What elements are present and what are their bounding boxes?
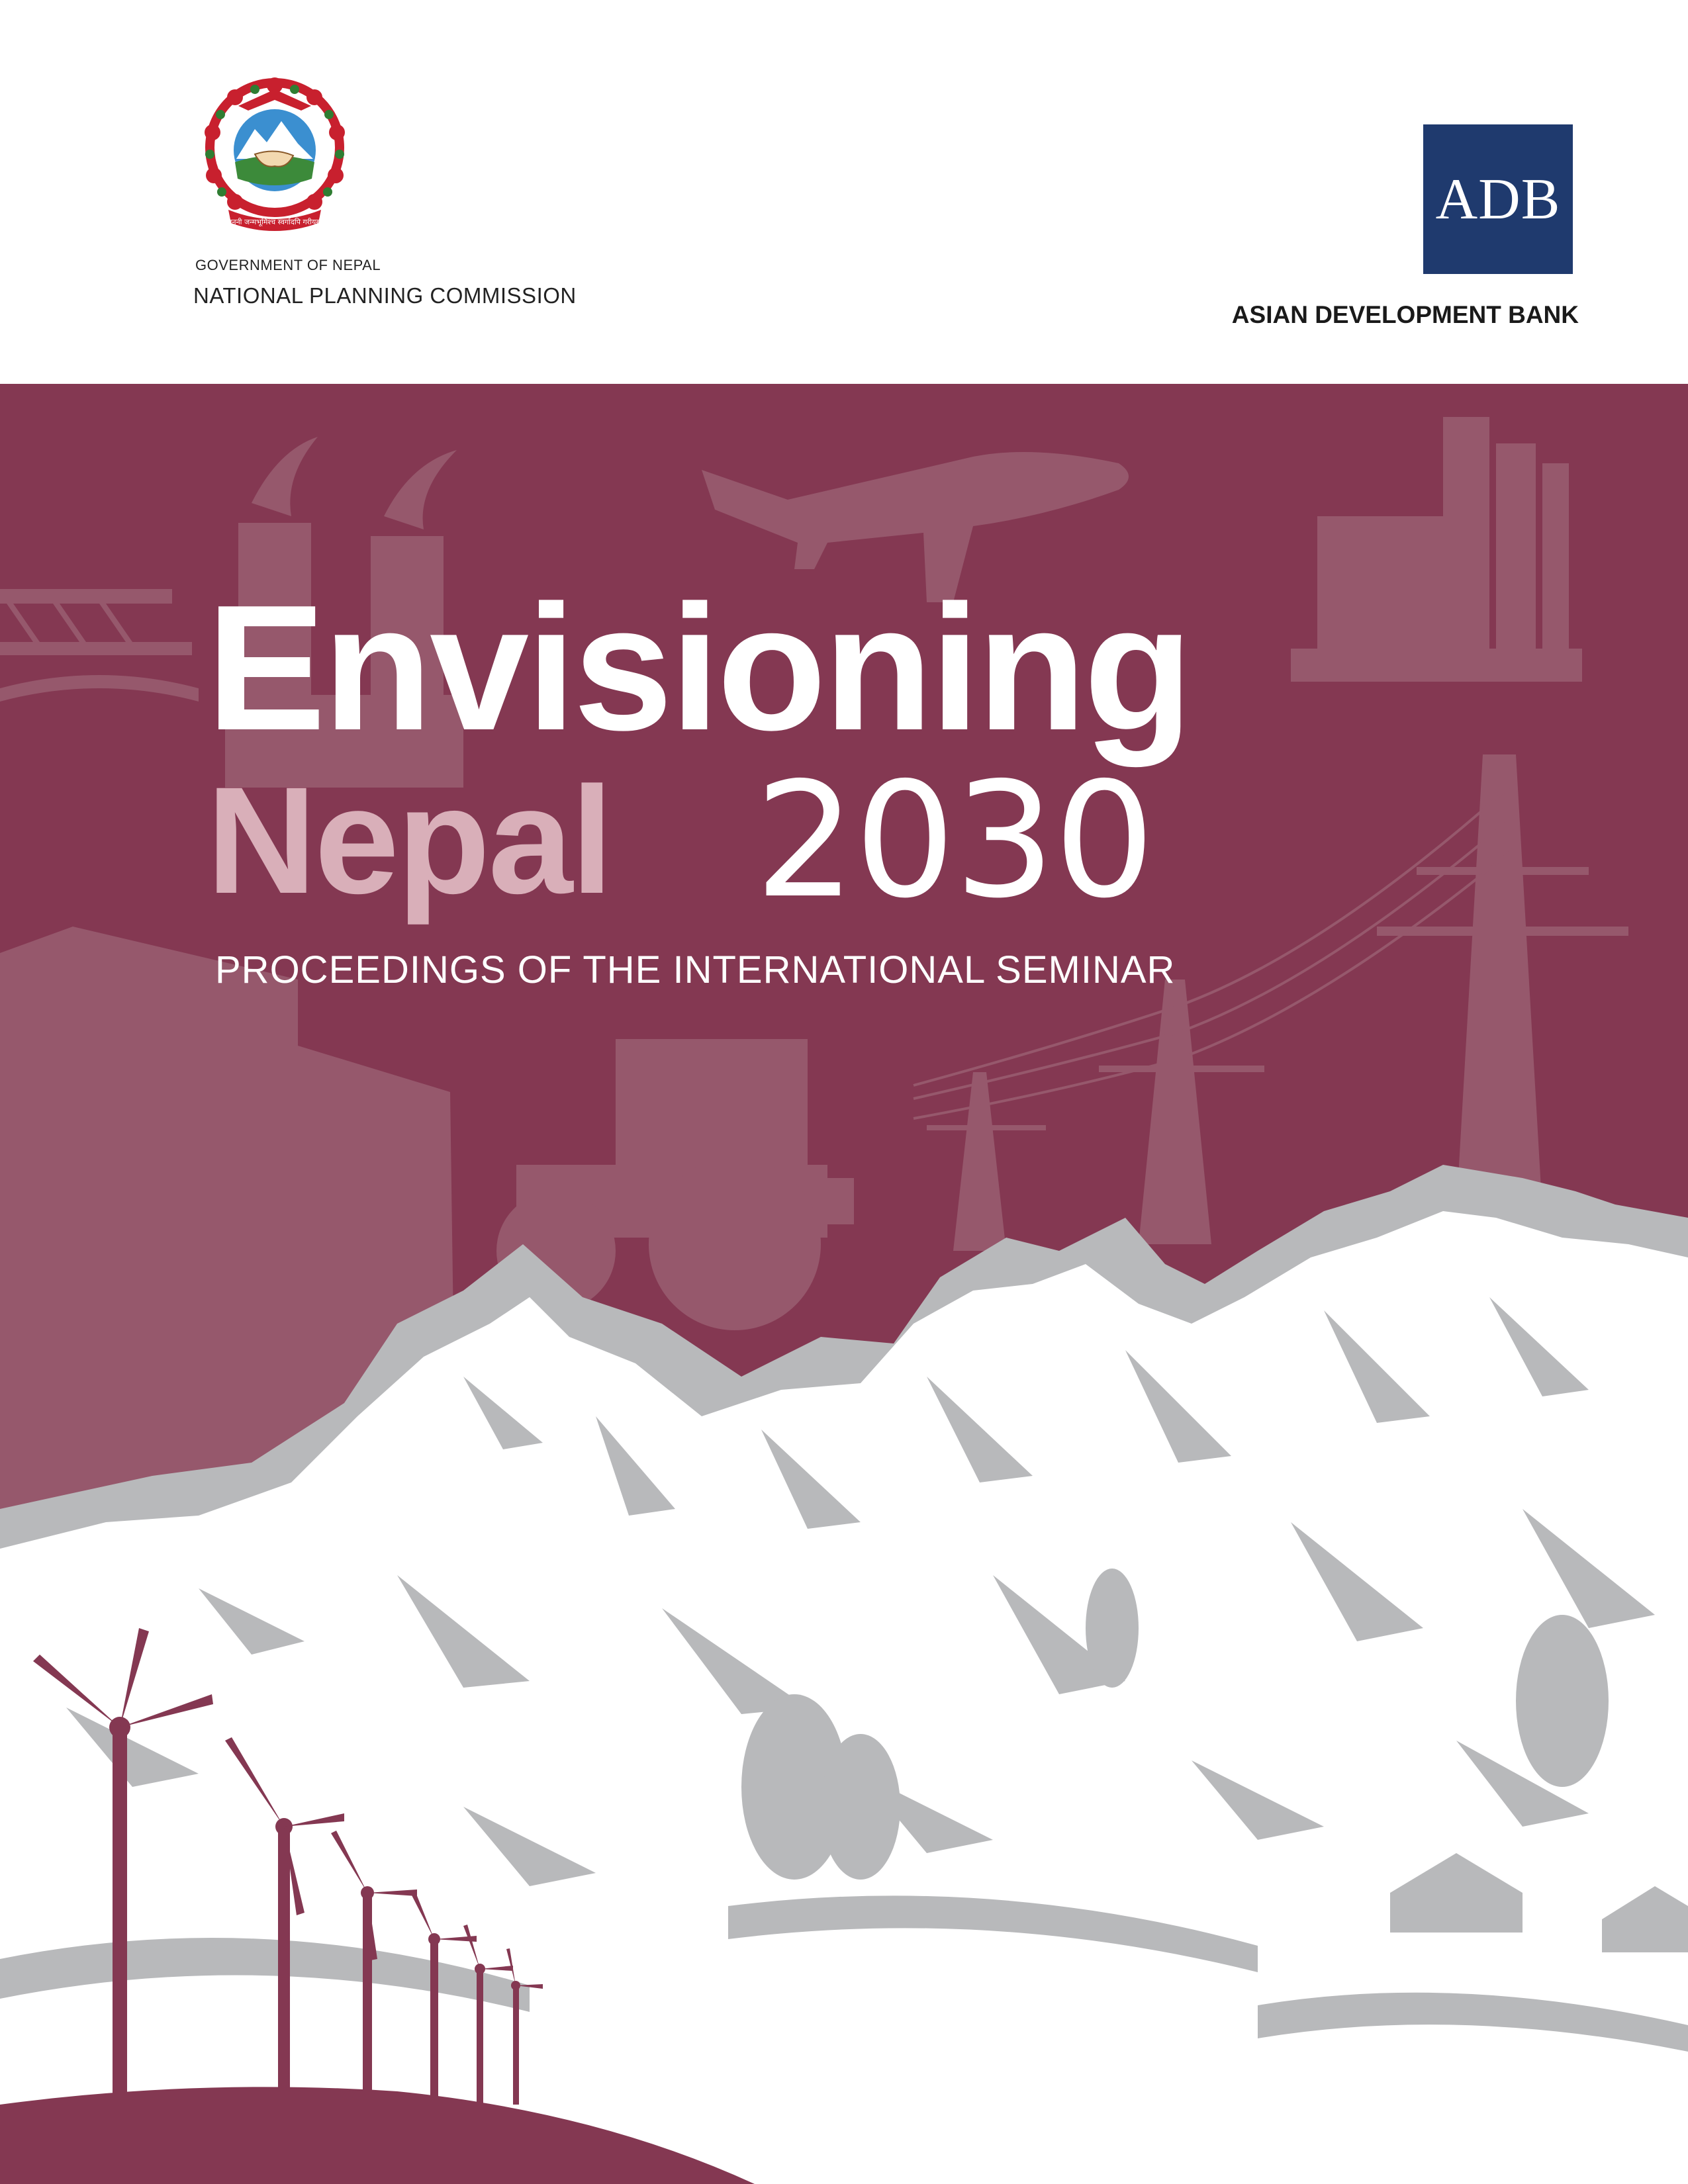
cover-panel (0, 384, 1688, 2184)
cover-title-year: 2030 (755, 748, 1154, 933)
government-label: GOVERNMENT OF NEPAL (195, 257, 381, 273)
adb-logo-text: ADB (1435, 167, 1561, 232)
adb-name-label: ASIAN DEVELOPMENT BANK (1231, 301, 1579, 328)
emblem-motto: जननी जन्मभूमिश्च स्वर्गादपि गरीयसी (226, 218, 323, 226)
adb-logo (1423, 124, 1573, 274)
bridge-icon (0, 589, 199, 702)
cover-title-nepal: Nepal (207, 755, 612, 925)
cover-subtitle: PROCEEDINGS OF THE INTERNATIONAL SEMINAR (215, 948, 1176, 991)
commission-label: NATIONAL PLANNING COMMISSION (193, 283, 577, 308)
nepal-emblem-icon (189, 69, 361, 242)
refinery-icon (1291, 417, 1582, 682)
cover-title-envisioning: Envisioning (207, 569, 1191, 768)
